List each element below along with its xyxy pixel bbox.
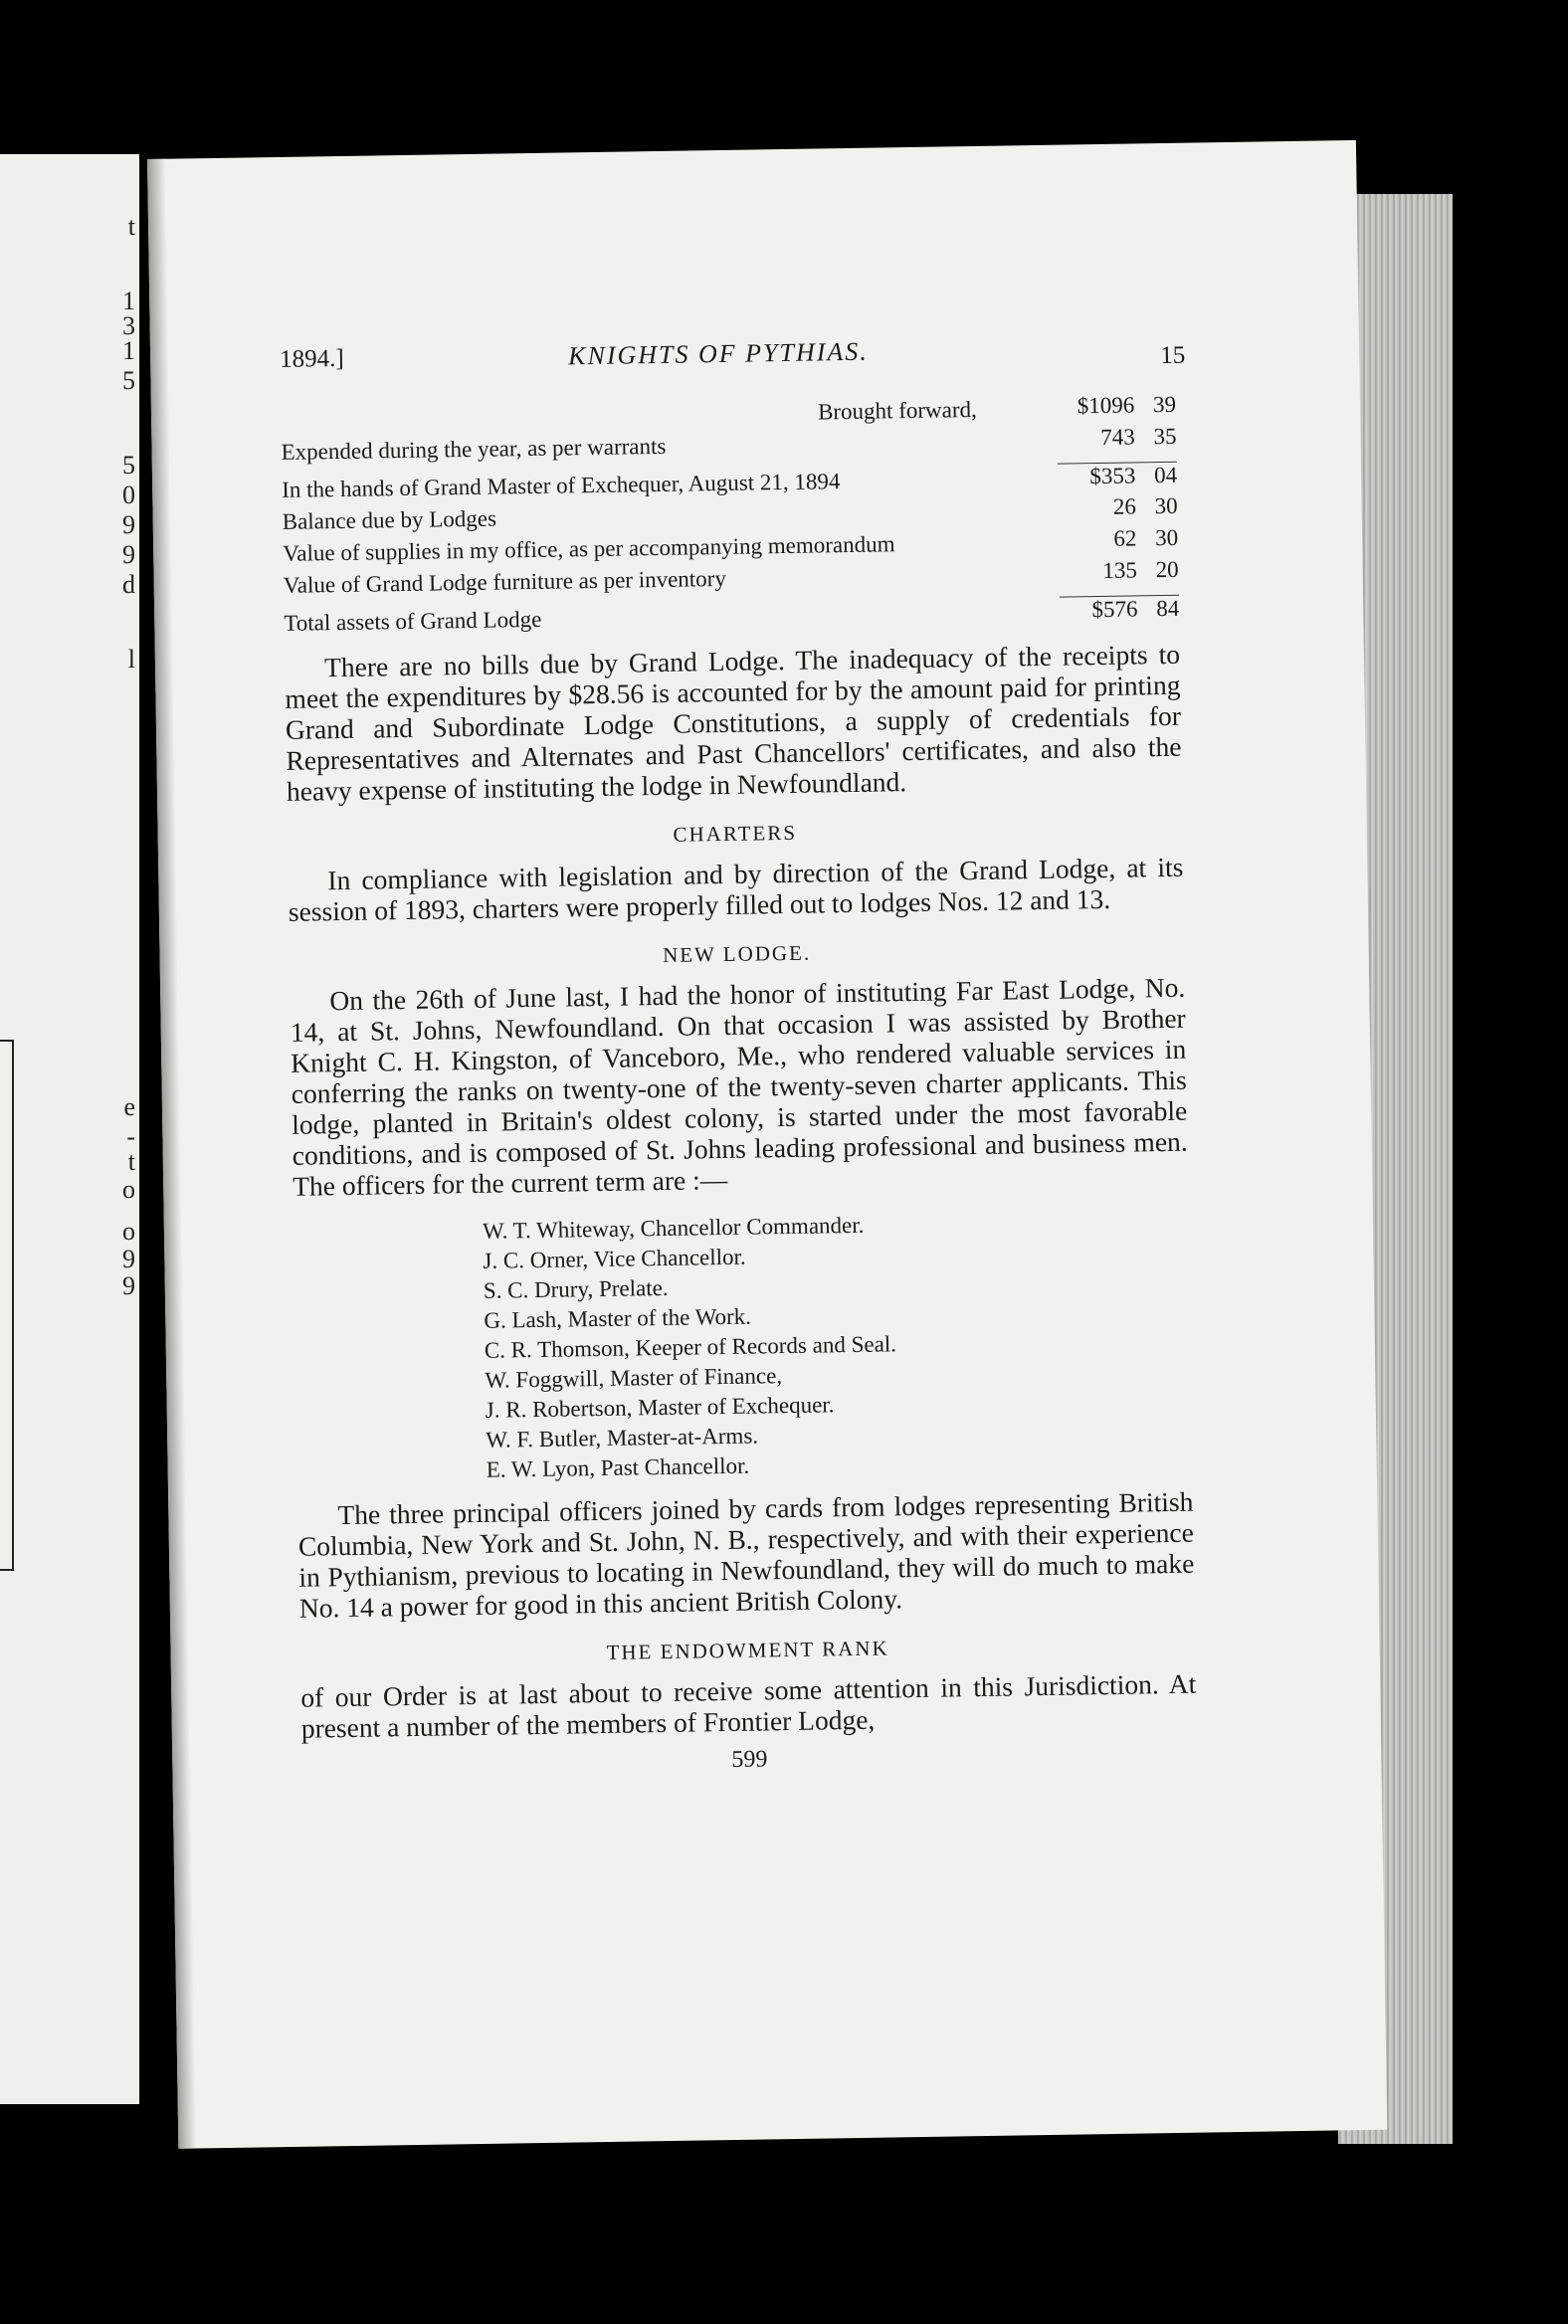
officer-item: W. T. Whiteway, Chancellor Commander. [482,1212,865,1244]
paragraph-bills: There are no bills due by Grand Lodge. The inadequacy of the receipts to meet the expenditures by $28.56 is accounted for by the amount paid for printing Grand and Subordinate Lodge Constitutions, a supply of credentials for Representatives and Alternates and Past Chancellors' certificates, and also the heavy expense of instituting the lodge in Newfoundland. [285,638,1182,807]
left-fragment: 9 [122,510,135,539]
account-amount: $576 84 [1060,595,1179,624]
paragraph-endowment: of our Order is at last about to receive some attention in this Jurisdiction. At present a number of the members of Frontier Lodge, [300,1667,1197,1744]
previous-page-edge [0,154,139,2104]
page-content [280,332,1198,1781]
left-fragment: 5 [122,366,135,395]
left-fragment: t [127,1147,135,1176]
officer-item: G. Lash, Master of the Work. [484,1303,752,1333]
officer-item: S. C. Drury, Prelate. [483,1274,669,1303]
account-amount: 135 20 [1102,556,1179,583]
left-fragment: 9 [122,540,135,569]
account-label: Value of Grand Lodge furniture as per inventory [283,565,727,598]
left-fragment: d [122,570,135,599]
account-label: Value of supplies in my office, as per accompanying memorandum [283,531,895,566]
account-label: Balance due by Lodges [282,505,497,534]
heading-charters: CHARTERS [673,820,798,847]
account-amount: $1096 39 [1077,391,1177,419]
book-page [147,140,1387,2149]
left-fragment: o [122,1175,135,1204]
left-fragment: l [127,645,135,674]
left-fragment: 9 [122,1245,135,1273]
officer-item: E. W. Lyon, Past Chancellor. [486,1452,750,1482]
paragraph-new-lodge: On the 26th of June last, I had the honor of instituting Far East Lodge, No. 14, at St. Johns, Newfoundland. On that occasion I was assisted by Brother Knight C. H. Kingston, of Vanceboro, Me., who rendered valuable services in conferring the ranks on twenty-one of the twenty-seven charter applicants. This lodge, planted in Britain's oldest colony, is started under the most favorable conditions, and is composed of St. Johns leading professional and business men. The officers for the current term are :— [290,971,1188,1202]
left-fragment: 5 [122,451,135,480]
heading-new-lodge: NEW LODGE. [662,940,812,967]
account-amount: 26 30 [1112,492,1178,519]
header-title: KNIGHTS OF PYTHIAS. [567,336,869,371]
officer-item: W. Foggwill, Master of Finance, [485,1363,783,1393]
header-folio: 15 [1160,341,1186,370]
left-fragment: 1 [122,287,135,315]
account-label: Total assets of Grand Lodge [284,606,542,636]
header-year: 1894.] [279,344,344,373]
left-fragment: 0 [122,481,135,509]
left-fragment: t [127,212,135,241]
officer-item: W. F. Butler, Master-at-Arms. [486,1423,759,1452]
officer-item: C. R. Thomson, Keeper of Records and Seal. [484,1331,897,1363]
account-amount: $353 04 [1058,462,1177,490]
officer-list [483,1206,1193,1485]
left-fragment: 9 [122,1271,135,1300]
left-page-border [0,1040,14,1571]
account-amount: 743 35 [1100,423,1177,450]
account-label: Expended during the year, as per warrants [281,433,667,465]
heading-endowment-rank: THE ENDOWMENT RANK [606,1636,889,1664]
left-fragment: e [123,1092,135,1121]
paragraph-principal-officers: The three principal officers joined by cards from lodges representing British Columbia, New York and St. John, N. B., respectively, and with their experience in Pythianism, previous to locating in Newfoundland, they will do much to make No. 14 a power for good in this ancient British Colony. [297,1485,1195,1624]
left-fragment: o [122,1217,135,1246]
spine-shadow [147,159,196,2149]
left-fragment: 3 [122,311,135,340]
account-label: In the hands of Grand Master of Exchequer, August 21, 1894 [282,469,841,502]
account-amount: 62 30 [1113,524,1179,551]
officer-item: J. R. Robertson, Master of Exchequer. [485,1392,835,1423]
account-label: Brought forward, [817,396,977,425]
paragraph-charters: In compliance with legislation and by direction of the Grand Lodge, at its session of 1893, charters were properly filled out to lodges Nos. 12 and 13. [288,851,1184,927]
officer-item: J. C. Orner, Vice Chancellor. [483,1244,746,1273]
left-fragment: 1 [122,336,135,365]
page-number: 599 [731,1746,768,1773]
left-fragment: - [126,1122,135,1151]
